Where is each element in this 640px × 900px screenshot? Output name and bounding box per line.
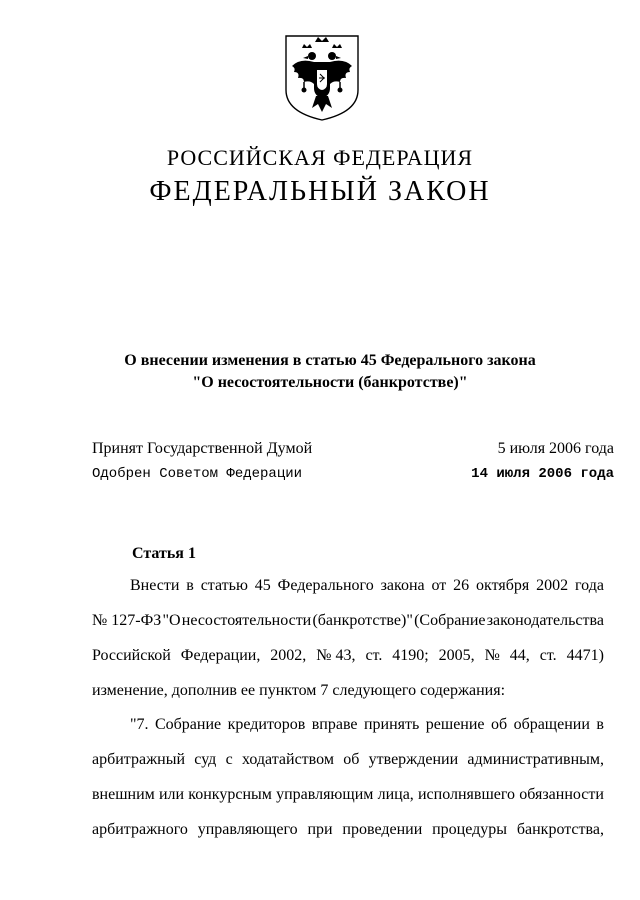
paragraph-line xyxy=(92,673,604,708)
word: административным, xyxy=(467,751,604,768)
word: управляющего xyxy=(197,821,298,838)
word: банкротства, xyxy=(516,821,604,838)
word: процедуры xyxy=(432,821,508,838)
word: 4471) xyxy=(566,647,604,664)
word: проведении xyxy=(342,821,423,838)
word: управляющим xyxy=(276,786,374,803)
word: закона xyxy=(380,577,425,594)
approved-label: Одобрен Советом Федерации xyxy=(92,466,303,482)
word: обязанности xyxy=(519,786,604,803)
paragraph-line xyxy=(92,707,604,742)
word: законодательства xyxy=(486,612,604,629)
word: 2002 xyxy=(536,577,569,594)
word: обращении xyxy=(513,716,590,733)
article-paragraph xyxy=(92,707,604,847)
word: Федерального xyxy=(277,577,374,594)
word: кредиторов xyxy=(227,716,306,733)
word: при xyxy=(307,821,333,838)
word: или xyxy=(158,786,185,803)
word: Российской xyxy=(92,647,171,664)
word: лица, xyxy=(377,786,414,803)
word: ст. xyxy=(365,647,383,664)
word: изменение, дополнив ее пунктом 7 следующего содержания: xyxy=(92,682,506,699)
paragraph-line xyxy=(92,742,604,777)
word: Внести xyxy=(130,577,180,594)
article-paragraph xyxy=(92,568,604,708)
approved-date: 14 июля 2006 года xyxy=(471,466,614,482)
article-heading: Статья 1 xyxy=(132,545,196,562)
word: конкурсным xyxy=(188,786,272,803)
word: 26 xyxy=(453,577,470,594)
word: (банкротстве)" xyxy=(312,612,413,629)
coat-of-arms-icon xyxy=(282,32,362,122)
word: 4190; xyxy=(392,647,429,664)
law-title-line: О внесении изменения в статью 45 Федерального закона xyxy=(124,352,536,369)
word: об xyxy=(343,751,360,768)
word: (Собрание xyxy=(414,612,486,629)
paragraph-line xyxy=(92,777,604,812)
word: в xyxy=(596,716,604,733)
word: арбитражный xyxy=(92,751,186,768)
paragraph-line xyxy=(92,568,604,603)
word: решение xyxy=(425,716,485,733)
word: Собрание xyxy=(154,716,222,733)
word: об xyxy=(490,716,508,733)
word: внешним xyxy=(92,786,155,803)
word: от xyxy=(431,577,447,594)
paragraph-line xyxy=(92,812,604,847)
word: утверждении xyxy=(368,751,459,768)
word: ст. xyxy=(539,647,557,664)
word: в xyxy=(186,577,194,594)
law-type-heading: ФЕДЕРАЛЬНЫЙ ЗАКОН xyxy=(149,176,491,207)
country-heading: РОССИЙСКАЯ ФЕДЕРАЦИЯ xyxy=(166,145,474,170)
paragraph-line xyxy=(92,603,604,638)
law-title xyxy=(0,350,640,394)
word: с xyxy=(225,751,233,768)
word: исполнявшего xyxy=(417,786,516,803)
word: вправе xyxy=(311,716,358,733)
word: 2005, xyxy=(438,647,475,664)
word: 2002, xyxy=(270,647,307,664)
word: принять xyxy=(363,716,420,733)
adopted-date: 5 июля 2006 года xyxy=(497,440,614,457)
word: 45 xyxy=(254,577,271,594)
word: статью xyxy=(200,577,248,594)
word: Федерации, xyxy=(180,647,261,664)
word: октября xyxy=(476,577,530,594)
law-title-line: "О несостоятельности (банкротстве)" xyxy=(192,374,468,391)
word: № xyxy=(484,647,500,664)
word: суд xyxy=(194,751,217,768)
word: № 43, xyxy=(316,647,356,664)
word: "7. xyxy=(130,716,149,733)
paragraph-line xyxy=(92,638,604,673)
word: несостоятельности xyxy=(181,612,312,629)
adopted-label: Принят Государственной Думой xyxy=(92,440,313,457)
word: года xyxy=(574,577,604,594)
word: "О xyxy=(162,612,181,629)
word: № 127-ФЗ xyxy=(92,612,162,629)
word: арбитражного xyxy=(92,821,188,838)
word: ходатайством xyxy=(241,751,334,768)
word: 44, xyxy=(509,647,530,664)
